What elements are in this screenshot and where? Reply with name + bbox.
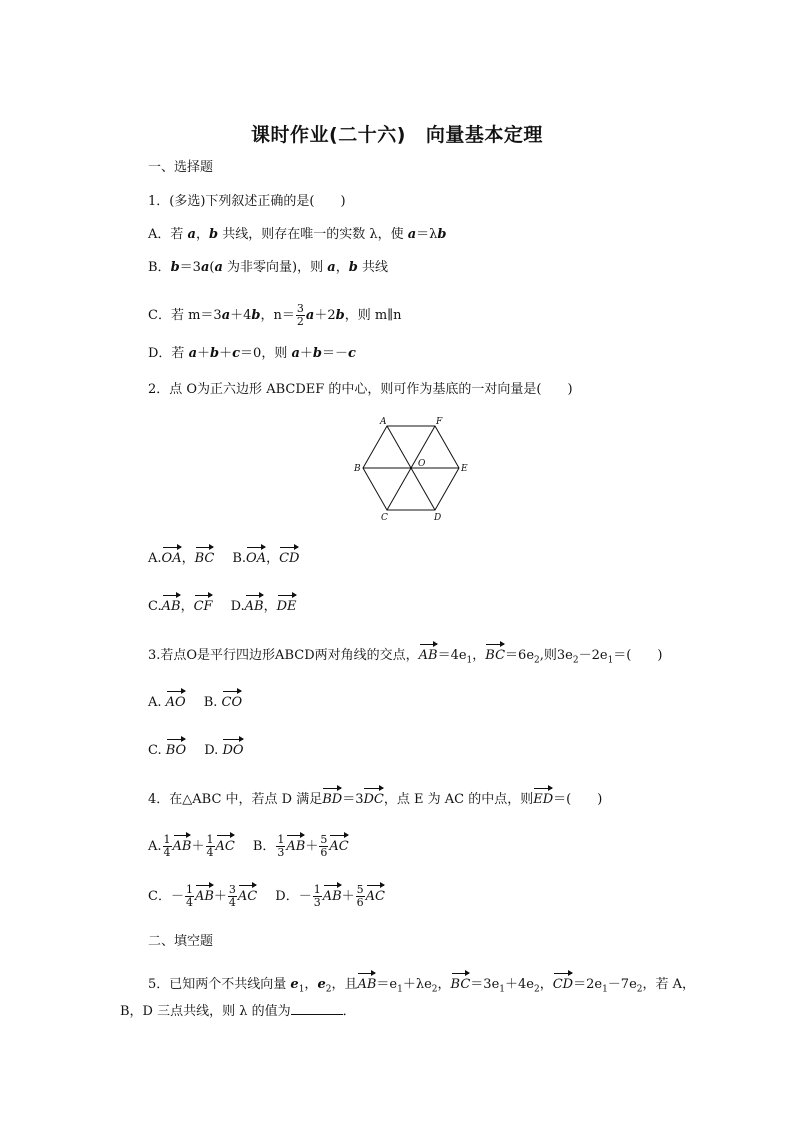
q4-options-ab: A. $\frac{1}{4}$ AB＋ $\frac{1}{4}$ AC B． $\frac{1}{3}$ AB＋ $\frac{5}{6}$ AC <box>148 833 349 859</box>
q1-option-b: B．b＝3a(a 为非零向量)，则 a，b 共线 <box>148 260 388 275</box>
q5-stem-line1: 5．已知两个不共线向量 $e_1$，$e_2$，且$AB=e_1+\lambda e_2$，$BC=3e_1+4e_2$，$CD=2e_1-7e_2$，若 A， <box>148 972 695 1000</box>
section-fill-in: 二、填空题 <box>148 934 214 949</box>
label-a: A <box>380 417 387 427</box>
q1-stem: 1．(多选)下列叙述正确的是( ) <box>148 194 346 209</box>
label-f: F <box>436 417 443 427</box>
label-e: E <box>461 464 468 474</box>
q2-options-ab: A.OA，BC B.OA，CD <box>148 546 299 569</box>
q4-options-cd: C．－ $\frac{1}{4}$ AB＋ $\frac{3}{4}$ AC D．－ $\frac{1}{3}$ AB＋ $\frac{5}{6}$ AC <box>148 883 386 909</box>
q3-options-cd: C. BO D. DO <box>148 738 244 761</box>
q4-stem: 4．在△ABC 中，若点 D 满足BD＝3DC，点 E 为 AC 的中点，则ED＝( ) <box>148 787 602 810</box>
hexagon-diagram <box>348 414 473 526</box>
q5-answer-blank[interactable] <box>291 1002 343 1015</box>
label-b: B <box>354 464 361 474</box>
q5-stem-line2: B，D 三点共线，则 λ 的值为 ． <box>120 1004 356 1019</box>
q3-options-ab: A. AO B. CO <box>148 690 242 713</box>
title-main: 课时作业(二十六) <box>251 124 406 146</box>
q3-stem: 3.若点O是平行四边形ABCD两对角线的交点，$AB=4e_1$，$BC=6e_2$,则$3e_2-2e_1=$( ) <box>148 643 662 671</box>
page-title <box>0 120 794 147</box>
q1-option-d: D．若 a＋b＋c＝0，则 a＋b＝－c <box>148 346 356 361</box>
label-c: C <box>381 513 388 523</box>
title-sub: 向量基本定理 <box>425 124 543 146</box>
q2-stem: 2．点 O为正六边形 ABCDEF 的中心，则可作为基底的一对向量是( ) <box>148 382 573 397</box>
q2-options-cd: C.AB，CF D.AB，DE <box>148 594 297 617</box>
label-o: O <box>418 459 426 469</box>
q1-option-c: C．若 m＝3a＋4b，n＝ $\frac{3}{2}$ a＋2b，则 m∥n <box>148 302 402 328</box>
q1-option-a: A．若 a，b 共线，则存在唯一的实数 λ，使 a＝λb <box>148 227 447 242</box>
section-multiple-choice: 一、选择题 <box>148 160 214 175</box>
label-d: D <box>434 513 442 523</box>
